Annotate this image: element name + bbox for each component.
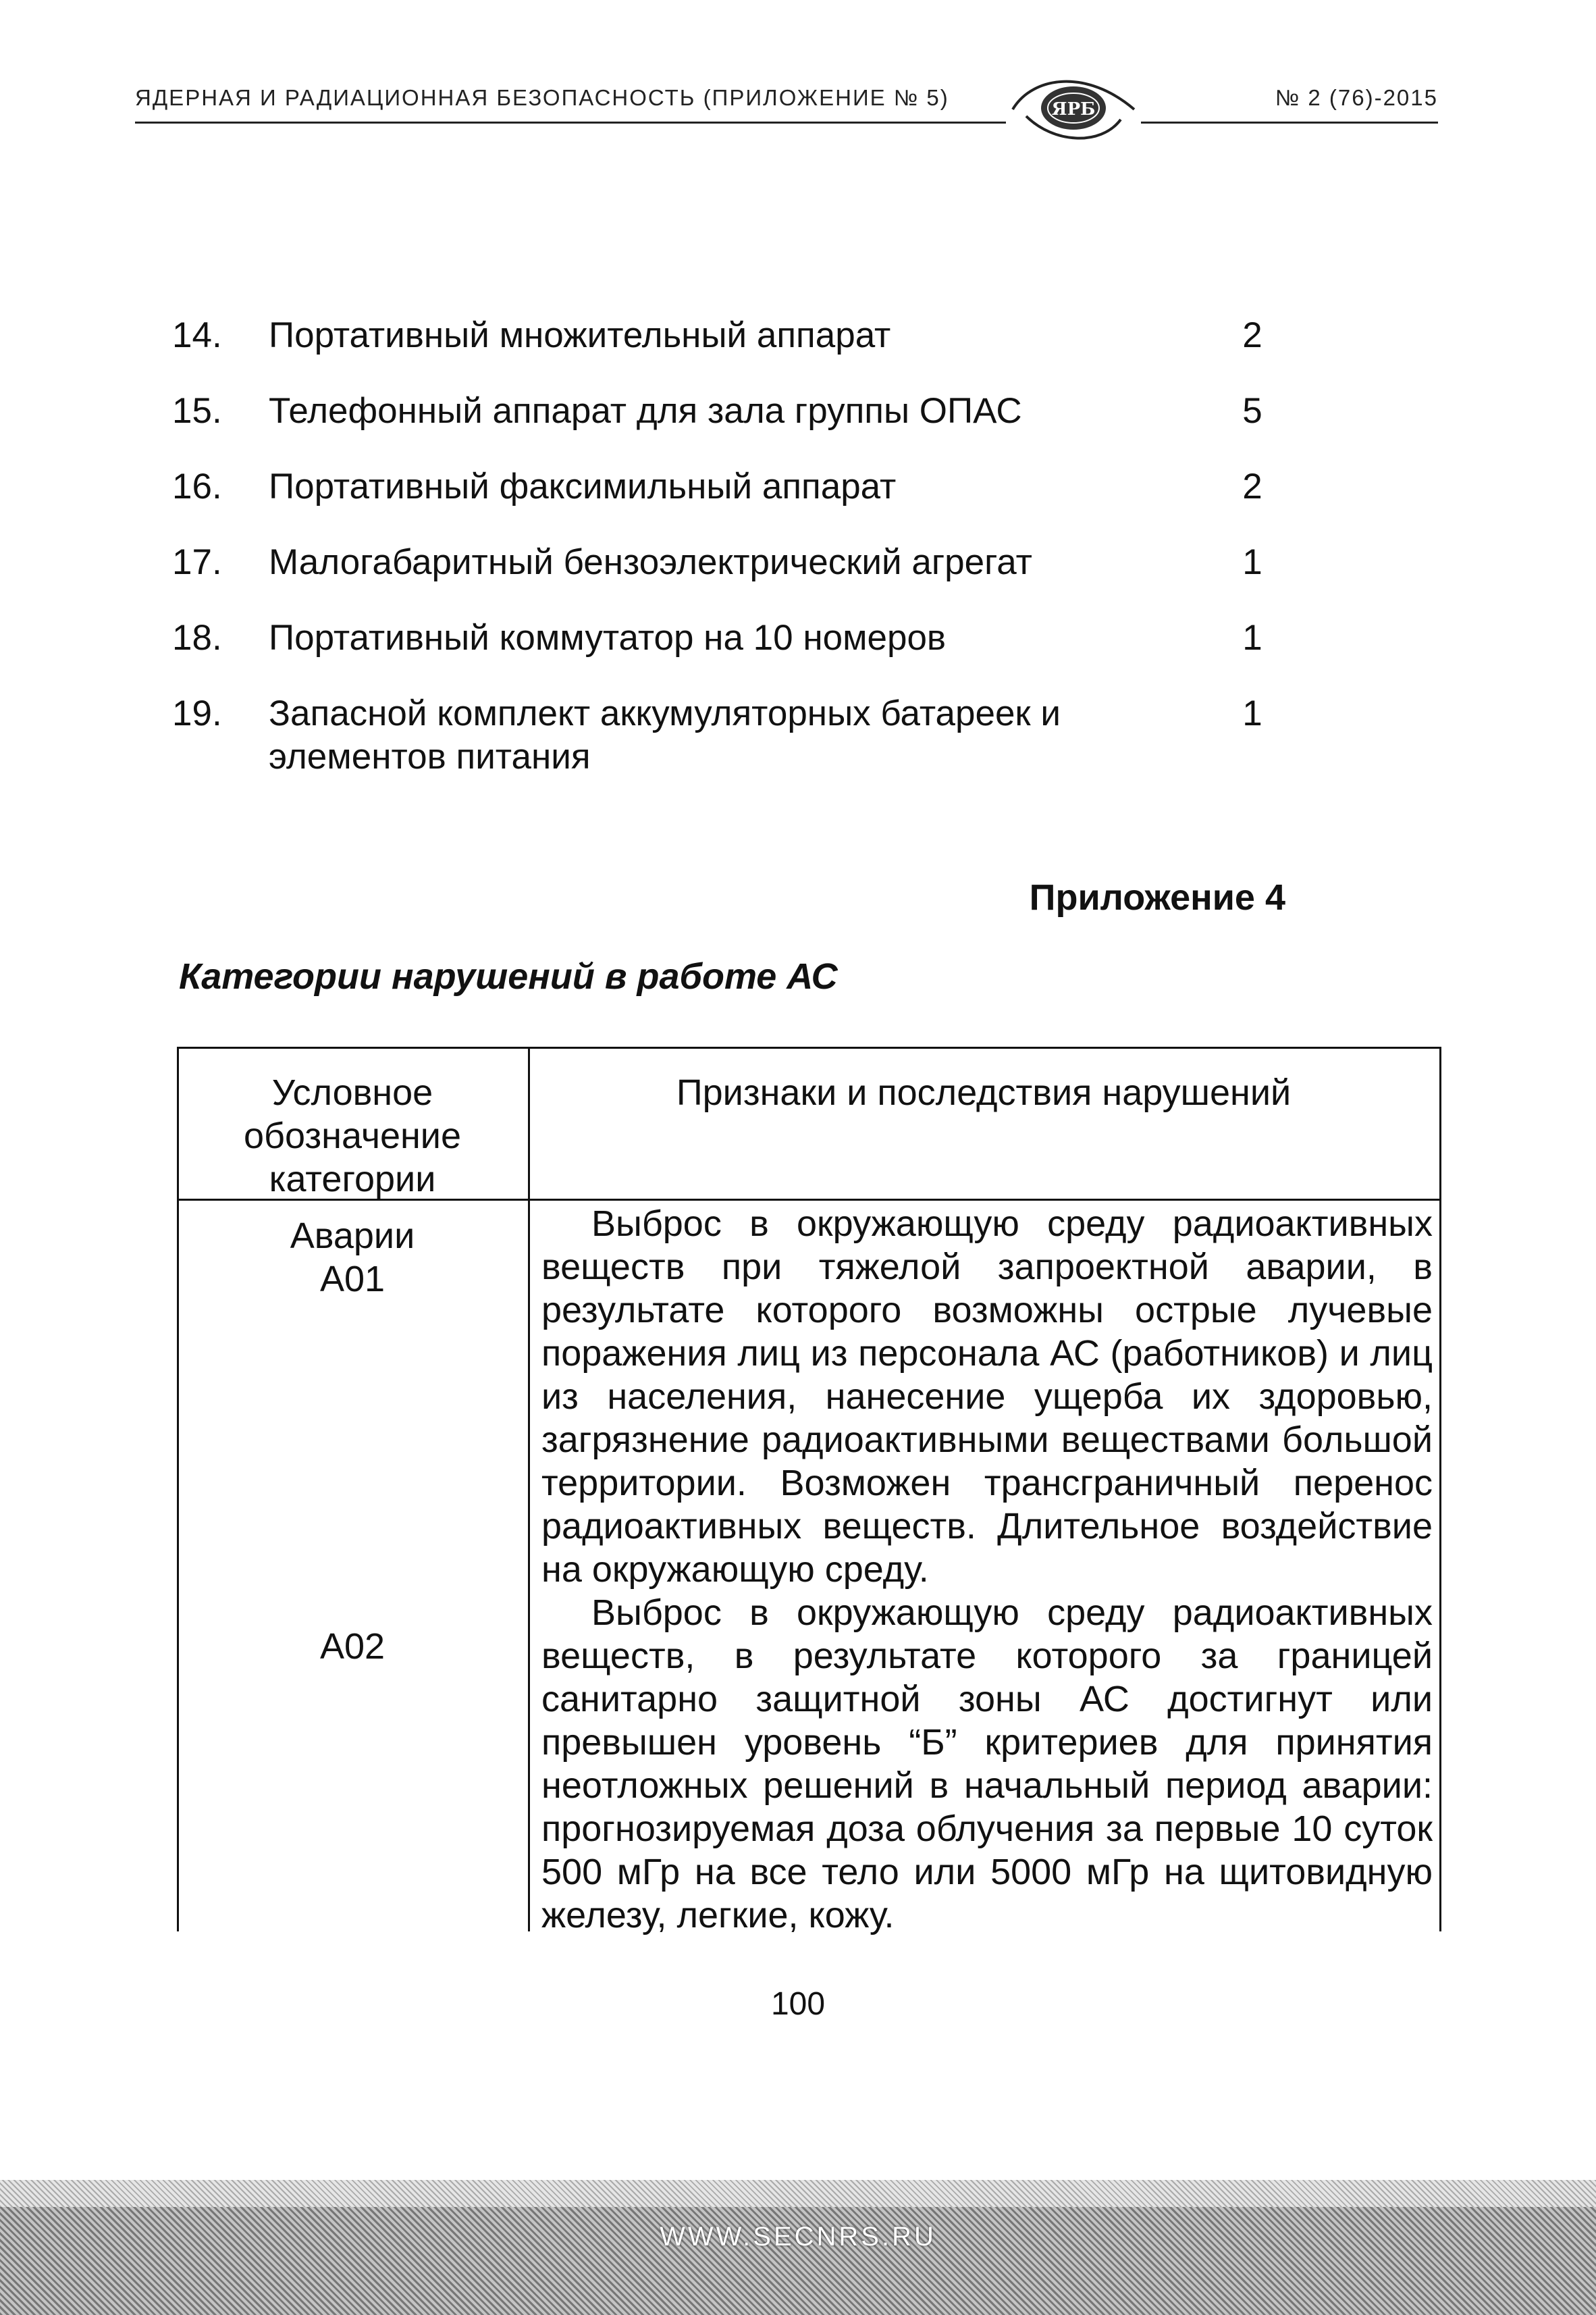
list-item-text: Малогабаритный бензоэлектрический агрегат [269,542,1032,582]
list-item-quantity: 2 [1242,315,1262,355]
description-text: Выброс в окружающую среду радиоактивных веществ при тяжелой запроектной аварии, в результате которого возможны острые лучевые поражения лиц из персонала АС (работников) и лиц из населения, нанесение ущерба их здоровью, загрязнение радиоактивными веществами большой территории. Возможен трансграничный перенос радиоактивных веществ. Длительное воздействие на окружающую среду. [541,1203,1433,1590]
list-item-number: 17. [172,542,222,582]
description-text: Выброс в окружающую среду радиоактивных веществ, в результате которого за границей санитарно защитной зоны АС достигнут или превышен уровень “Б” критериев для принятия неотложных решений в начальный период аварии: прогнозируемая доза облучения за первые 10 суток 500 мГр на все тело или 5000 мГр на щитовидную железу, легкие, кожу. [541,1592,1433,1935]
list-item-quantity: 1 [1242,542,1262,582]
header-rule [135,122,1438,124]
list-item-text: Портативный коммутатор на 10 номеров [269,618,947,658]
list-item [172,390,1293,433]
list-item-number: 15. [172,391,222,431]
page-footer [0,2180,1596,2315]
list-item [172,314,1293,357]
equipment-list [172,314,1293,811]
list-item-quantity: 5 [1242,391,1262,431]
category-group-label: Аварии [290,1216,415,1256]
list-item-number: 18. [172,618,222,658]
table-header-code: Условное обозначение категории [244,1072,461,1199]
category-code: А01 [319,1259,385,1299]
category-code: А02 [319,1626,385,1667]
list-item [172,541,1293,584]
list-item-number: 16. [172,467,222,506]
website-link[interactable]: WWW.SECNRS.RU [660,2222,936,2252]
category-description [541,1202,1433,1591]
issue-number: № 2 (76)-2015 [1275,85,1438,110]
list-item-text: Портативный множительный аппарат [269,315,891,355]
list-item-text: Телефонный аппарат для зала группы ОПАС [269,391,1022,431]
section-title: Категории нарушений в работе АС [179,956,838,997]
table-border-right [1439,1047,1441,1931]
table-column-divider [528,1047,530,1931]
journal-logo [1006,62,1141,150]
list-item-quantity: 2 [1242,467,1262,506]
list-item [172,465,1293,509]
journal-title: ЯДЕРНАЯ И РАДИАЦИОННАЯ БЕЗОПАСНОСТЬ (ПРИЛОЖЕНИЕ № 5) [135,85,949,110]
list-item-quantity: 1 [1242,618,1262,658]
table-border-left [177,1047,179,1931]
table-border-top [177,1047,1441,1049]
list-item-quantity: 1 [1242,694,1262,733]
list-item-number: 14. [172,315,222,355]
list-item-text: Запасной комплект аккумуляторных батареек и элементов питания [269,694,1061,777]
appendix-label: Приложение 4 [1029,877,1285,918]
list-item-number: 19. [172,694,222,733]
list-item [172,617,1293,660]
page-header [135,76,1438,150]
violations-table [177,1047,1441,1935]
svg-text:ЯРБ: ЯРБ [1051,99,1096,120]
page-number: 100 [770,1986,826,2022]
category-description [541,1591,1433,1937]
list-item-text: Портативный факсимильный аппарат [269,467,897,506]
list-item [172,692,1293,779]
table-header-description: Признаки и последствия нарушений [676,1072,1292,1113]
footer-band [0,2180,1596,2207]
